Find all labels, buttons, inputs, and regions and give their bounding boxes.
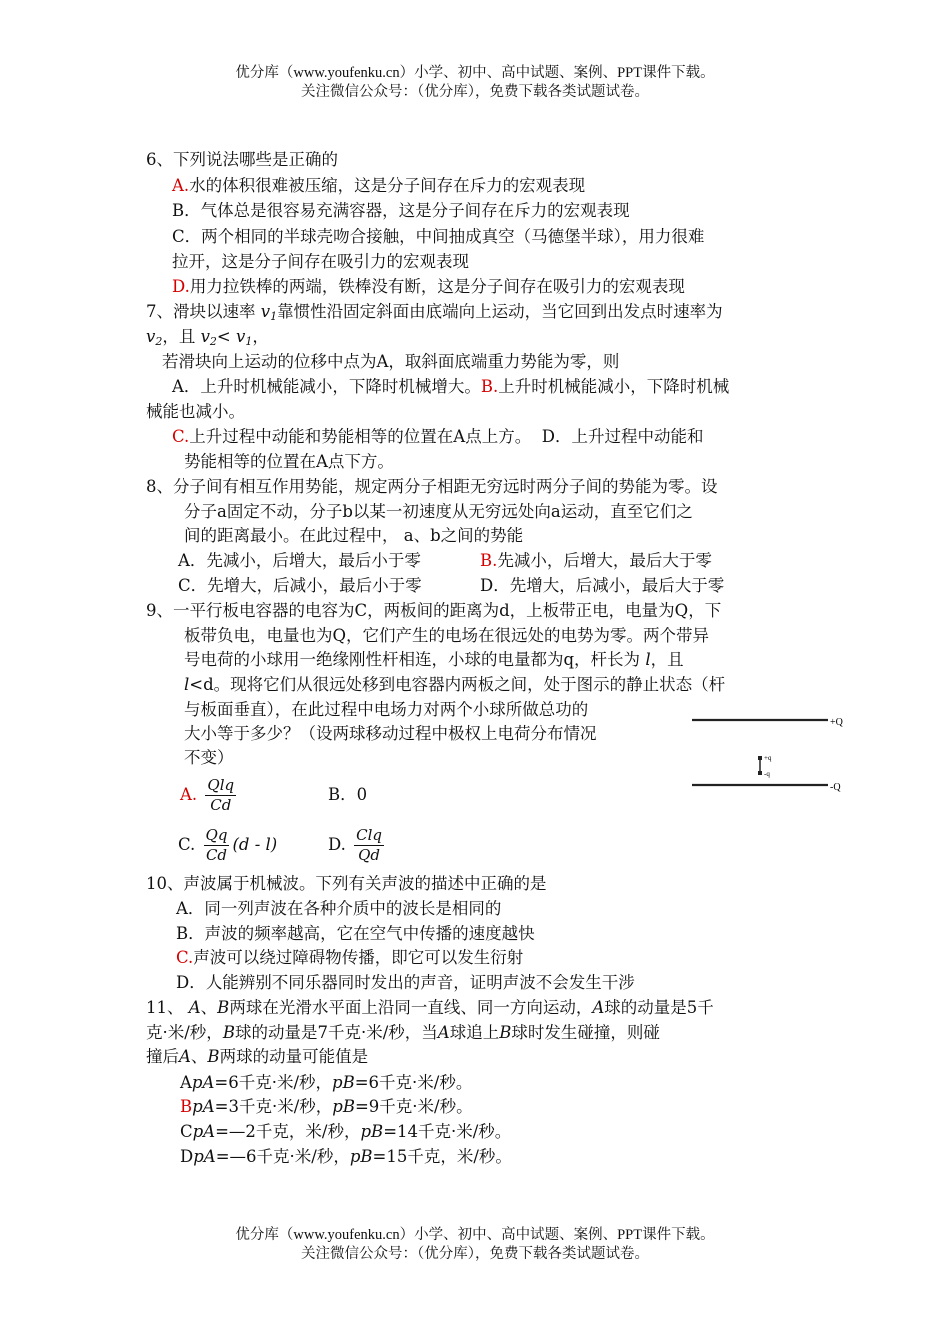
negative-charge-label: -q: [764, 770, 770, 778]
header-line-2: 关注微信公众号：（优分库），免费下载各类试题试卷。: [301, 84, 649, 100]
q8-stem-line3: 间的距离最小。在此过程中， a、b之间的势能: [184, 526, 524, 545]
q9-stem-line4: l<d。现将它们从很远处移到电容器内两板之间，处于图示的静止状态（杆: [184, 675, 726, 694]
q9-stem-line7: 不变）: [184, 748, 234, 767]
q9-option-a: [180, 773, 239, 817]
q8-option-b-label: B.: [480, 551, 498, 570]
q9-stem-line1: 9、一平行板电容器的电容为C，两板间的距离为d，上板带正电，电量为Q，下: [146, 601, 722, 620]
q11-option-b: BpA=3千克·米/秒，pB=9千克·米/秒。: [180, 1097, 473, 1116]
q11-option-d: DpA=—6千克·米/秒，pB=15千克，米/秒。: [180, 1147, 512, 1166]
page-footer: [0, 1226, 950, 1264]
q9-option-c: C. $\frac{Qq}{Cd}$ (d - l): [178, 826, 278, 864]
q10-option-c: [176, 946, 523, 970]
q6-option-c-line1: C．两个相同的半球壳吻合接触，中间抽成真空（马德堡半球），用力很难: [172, 227, 705, 246]
q7-option-b-cont: 械能也减小。: [146, 402, 245, 421]
q9-option-d-fraction: $\frac{\text{Clq}}{Qd}$: [356, 826, 383, 864]
q7-option-d-cont: 势能相等的位置在A点下方。: [184, 452, 394, 471]
q8-option-c: C．先增大，后减小，最后小于零: [178, 576, 422, 595]
q7-stem-line1: 7、滑块以速率 $v_1$靠惯性沿固定斜面由底端向上运动，当它回到出发点时速率为: [146, 302, 723, 323]
q11-option-a: ApA=6千克·米/秒，pB=6千克·米/秒。: [180, 1073, 473, 1092]
q11-option-c: CpA=—2千克，米/秒，pB=14千克·米/秒。: [180, 1122, 512, 1141]
q10-option-c-label: C.: [176, 948, 194, 967]
q9-stem-line5: 与板面垂直），在此过程中电场力对两个小球所做总功的: [184, 700, 589, 719]
q6-option-d-label: D.: [172, 277, 190, 296]
negative-charge-ball: [758, 771, 762, 775]
q6-option-d: [172, 275, 685, 299]
q8-option-d: D．先增大，后减小，最后大于零: [480, 576, 725, 595]
q7-option-b-label: B.: [480, 377, 499, 396]
q7-options-cd: [172, 425, 703, 449]
q6-stem: 6、下列说法哪些是正确的: [146, 150, 338, 169]
q8-stem-line1: 8、分子间有相互作用势能，规定两分子相距无穷远时两分子间的势能为零。设: [146, 477, 718, 496]
q6-option-c-line2: 拉开，这是分子间存在吸引力的宏观表现: [172, 252, 469, 271]
q9-option-d-label: D.: [328, 835, 346, 854]
q11-stem-line1: 11、 A、B两球在光滑水平面上沿同一直线、同一方向运动，A球的动量是5千: [146, 998, 714, 1017]
q6-option-a-label: A.: [172, 176, 190, 195]
lower-plate-label: -Q: [830, 782, 841, 793]
q9-option-b: B．0: [328, 785, 368, 804]
q11-stem-line3: 撞后A、B两球的动量可能值是: [146, 1047, 369, 1066]
q10-option-a: A．同一列声波在各种介质中的波长是相同的: [176, 899, 502, 918]
page-header: [0, 64, 950, 102]
q10-option-d: D．人能辨别不同乐器同时发出的声音，证明声波不会发生干涉: [176, 973, 635, 992]
q10-option-c-text: 声波可以绕过障碍物传播，即它可以发生衍射: [193, 948, 524, 967]
footer-line-2: 关注微信公众号：（优分库），免费下载各类试题试卷。: [301, 1246, 649, 1262]
q7-stem-line2: $v_2$，且 $v_2< v_1$，: [146, 327, 269, 348]
q9-option-c-label: C.: [178, 835, 196, 854]
q7-option-c-label: C.: [172, 427, 190, 446]
positive-charge-ball: [758, 756, 762, 760]
q7-option-a: A．上升时机械能减小，下降时机械增大。: [172, 377, 481, 396]
q8-stem-line2: 分子a固定不动，分子b以某一初速度从无穷远处向a运动，直至它们之: [184, 502, 693, 521]
q9-option-d: [328, 823, 387, 867]
q6-option-b: B．气体总是很容易充满容器，这是分子间存在斥力的宏观表现: [172, 201, 630, 220]
q9-stem-line6: 大小等于多少？（设两球移动过程中极权上电荷分布情况: [184, 724, 597, 743]
q8-option-a: A．先减小，后增大，最后小于零: [178, 551, 421, 570]
q7-options-ab: [172, 375, 729, 399]
q6-option-a-text: 水的体积很难被压缩，这是分子间存在斥力的宏观表现: [189, 176, 586, 195]
q11-stem-line2: 克·米/秒，B球的动量是7千克·米/秒，当A球追上B球时发生碰撞，则碰: [146, 1023, 660, 1042]
upper-plate-label: +Q: [830, 717, 843, 728]
capacitor-figure: [690, 708, 850, 808]
q9-option-a-fraction: $\frac{\text{Qlq}}{Cd}$: [207, 776, 235, 814]
header-line-1: 优分库（www.youfenku.cn）小学、初中、高中试题、案例、PPT课件下载。: [235, 65, 715, 81]
q7-stem-line3: 若滑块向上运动的位移中点为A，取斜面底端重力势能为零，则: [162, 352, 620, 371]
q10-option-b: B．声波的频率越高，它在空气中传播的速度越快: [176, 924, 535, 943]
footer-line-1: 优分库（www.youfenku.cn）小学、初中、高中试题、案例、PPT课件下载。: [235, 1227, 715, 1243]
positive-charge-label: +q: [764, 754, 772, 762]
q10-stem: 10、声波属于机械波。下列有关声波的描述中正确的是: [146, 874, 547, 893]
q7-option-b-text: 上升时机械能减小，下降时机械: [498, 377, 730, 396]
q9-option-c-fraction: $\frac{Qq}{Cd}$: [205, 826, 228, 864]
q9-option-a-label: A.: [180, 785, 198, 804]
q6-option-d-text: 用力拉铁棒的两端，铁棒没有断，这是分子间存在吸引力的宏观表现: [189, 277, 685, 296]
q8-option-b-text: 先减小，后增大，最后大于零: [497, 551, 712, 570]
q7-option-c-text: 上升过程中动能和势能相等的位置在A点上方。: [189, 427, 532, 446]
q7-option-d: D．上升过程中动能和: [541, 427, 704, 446]
q6-option-a: [172, 174, 585, 198]
q8-option-b: [480, 549, 712, 573]
q9-stem-line2: 板带负电，电量也为Q，它们产生的电场在很远处的电势为零。两个带异: [184, 626, 710, 645]
q9-stem-line3: 号电荷的小球用一绝缘刚性杆相连，小球的电量都为q，杆长为 l，且: [184, 650, 684, 669]
q11-option-b-label: B: [180, 1097, 193, 1116]
